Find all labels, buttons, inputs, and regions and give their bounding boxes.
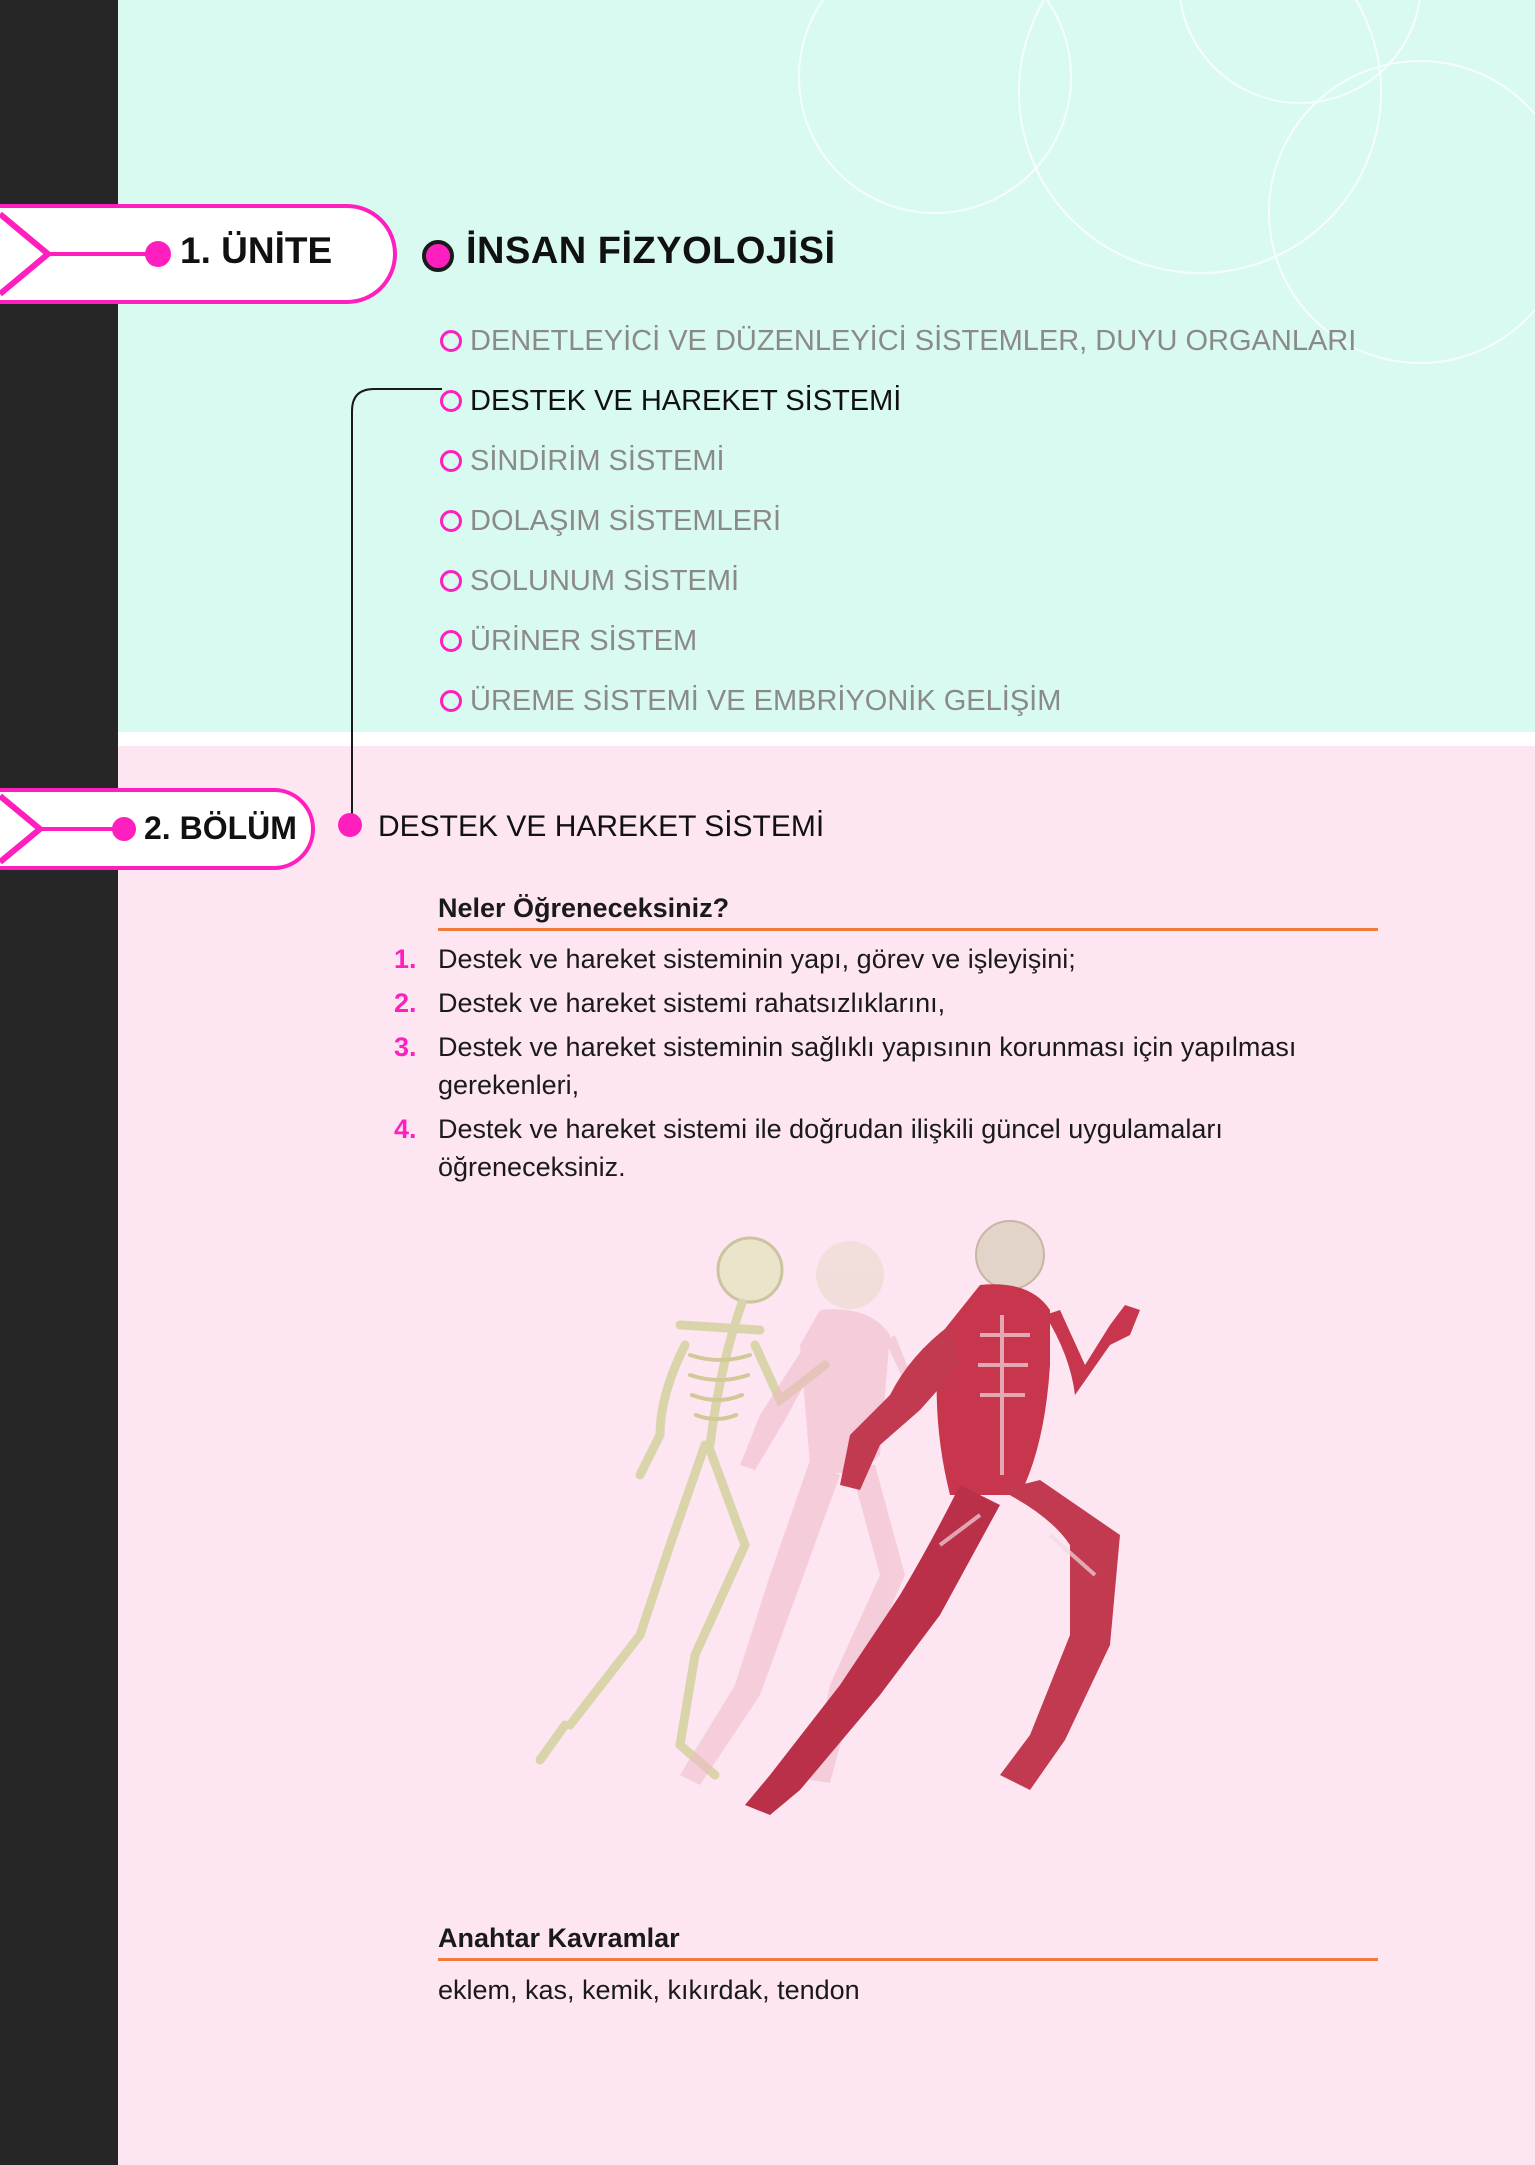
translucent-runner: [680, 1241, 960, 1785]
unit-title: İNSAN FİZYOLOJİSİ: [466, 230, 836, 272]
topic-label: DESTEK VE HAREKET SİSTEMİ: [470, 384, 902, 417]
section-label: 2. BÖLÜM: [144, 810, 297, 846]
topic-label: ÜREME SİSTEMİ VE EMBRİYONİK GELİŞİM: [470, 684, 1062, 717]
topic-item[interactable]: [440, 311, 1356, 371]
pointer-arrow-icon: [0, 788, 140, 870]
page-spine: [0, 0, 118, 2165]
objective-number: 2.: [394, 988, 417, 1018]
objective-number: 4.: [394, 1114, 417, 1144]
topic-label: SOLUNUM SİSTEMİ: [470, 564, 740, 597]
topic-item[interactable]: [440, 551, 1356, 611]
unit-topics: [440, 311, 1356, 731]
topic-item-active[interactable]: [440, 371, 1356, 431]
objective-item: [394, 1028, 1384, 1104]
objective-item: [394, 940, 1384, 978]
objective-text: Destek ve hareket sisteminin sağlıklı yapısının korunması için yapılması gerekenleri,: [438, 1032, 1297, 1100]
topic-label: ÜRİNER SİSTEM: [470, 624, 698, 657]
topic-item[interactable]: [440, 611, 1356, 671]
section-title: DESTEK VE HAREKET SİSTEMİ: [378, 810, 825, 843]
objectives-list: [394, 940, 1384, 1192]
objective-item: [394, 1110, 1384, 1186]
topic-connector-line: [330, 375, 450, 825]
skeleton-runner: [540, 1238, 825, 1775]
key-concepts-text: eklem, kas, kemik, kıkırdak, tendon: [438, 1975, 860, 2005]
topic-item[interactable]: [440, 671, 1356, 731]
topic-label: DOLAŞIM SİSTEMLERİ: [470, 504, 782, 537]
section-bullet-icon: [338, 813, 362, 837]
objectives-heading: Neler Öğreneceksiniz?: [438, 893, 730, 923]
objective-number: 1.: [394, 944, 417, 974]
objective-text: Destek ve hareket sistemi ile doğrudan ilişkili güncel uygulamaları öğreneceksiniz.: [438, 1114, 1223, 1182]
topic-item[interactable]: [440, 431, 1356, 491]
unit-title-bullet-icon: [422, 240, 454, 272]
key-concepts-rule: [438, 1958, 1378, 1961]
key-concepts-heading: Anahtar Kavramlar: [438, 1923, 680, 1953]
running-anatomy-figure-icon: [510, 1215, 1190, 1895]
topic-label: SİNDİRİM SİSTEMİ: [470, 444, 725, 477]
pointer-arrow-icon: [0, 204, 175, 304]
ring-bullet-icon: [440, 330, 462, 352]
topic-label: DENETLEYİCİ VE DÜZENLEYİCİ SİSTEMLER, DUYU ORGANLARI: [470, 324, 1357, 357]
unit-label: 1. ÜNİTE: [180, 230, 333, 271]
topic-item[interactable]: [440, 491, 1356, 551]
objectives-rule: [438, 928, 1378, 931]
objective-text: Destek ve hareket sisteminin yapı, görev ve işleyişini;: [438, 944, 1076, 974]
objective-item: [394, 984, 1384, 1022]
objective-text: Destek ve hareket sistemi rahatsızlıklarını,: [438, 988, 946, 1018]
objective-number: 3.: [394, 1032, 417, 1062]
